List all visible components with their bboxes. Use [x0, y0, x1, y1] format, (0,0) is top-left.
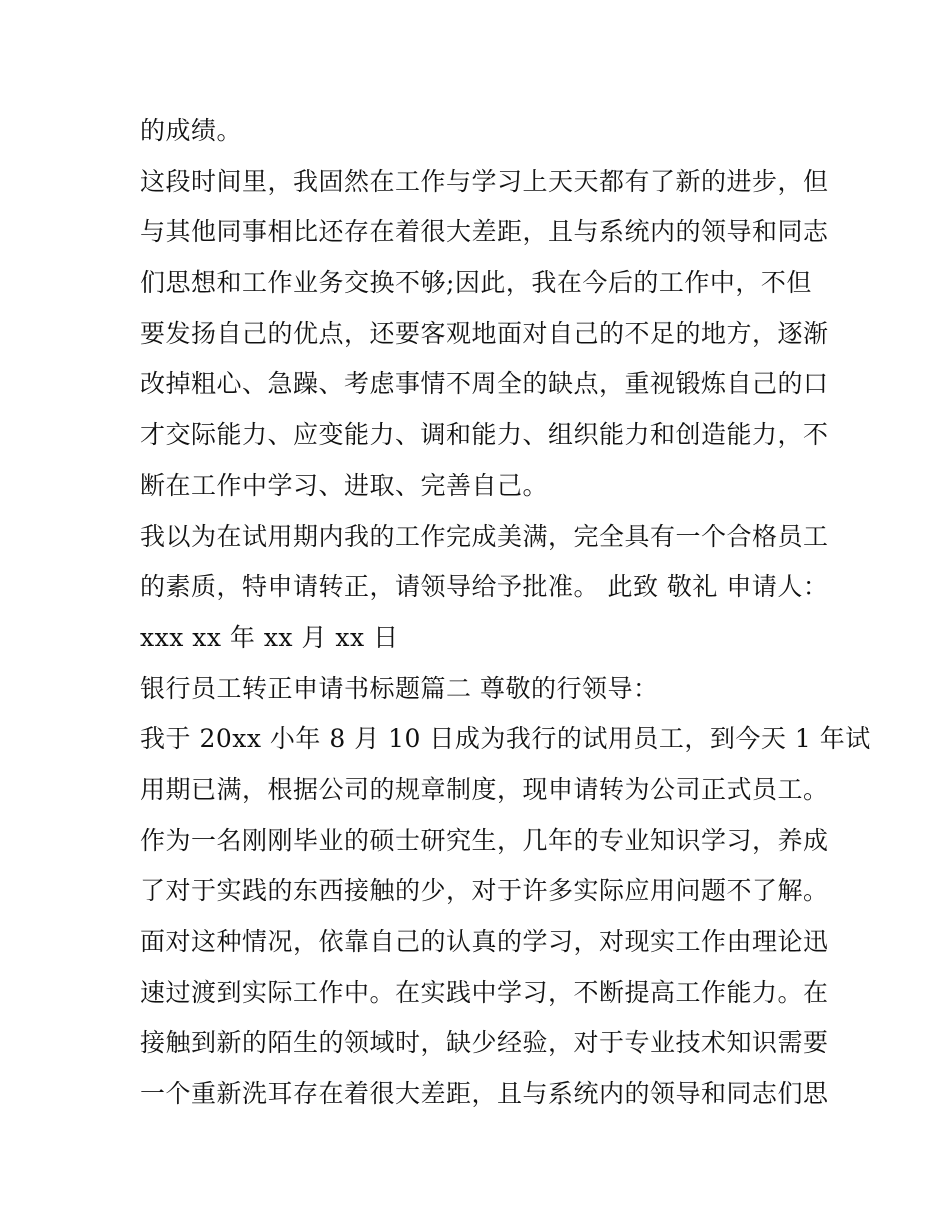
text-line: 作为一名刚刚毕业的硕士研究生，几年的专业知识学习，养成	[140, 825, 829, 855]
date-line: xxx xx 年 xx 月 xx 日	[140, 622, 399, 652]
text-line: 一个重新洗耳存在着很大差距，且与系统内的领导和同志们思	[140, 1079, 829, 1109]
text-line: 用期已满，根据公司的规章制度，现申请转为公司正式员工。	[140, 774, 829, 804]
body-text	[140, 106, 871, 1120]
text-line: 与其他同事相比还存在着很大差距，且与系统内的领导和同志	[140, 217, 829, 247]
text-line: 接触到新的陌生的领域时，缺少经验，对于专业技术知识需要	[140, 1028, 829, 1058]
text-line: 了对于实践的东西接触的少，对于许多实际应用问题不了解。	[140, 876, 829, 906]
text-line: 速过渡到实际工作中。在实践中学习，不断提高工作能力。在	[140, 977, 829, 1007]
text-line: 这段时间里，我固然在工作与学习上天天都有了新的进步，但	[140, 166, 829, 196]
text-line: 才交际能力、应变能力、调和能力、组织能力和创造能力，不	[140, 420, 829, 450]
text-line: 我以为在试用期内我的工作完成美满，完全具有一个合格员工	[140, 521, 829, 551]
text-line: 面对这种情况，依靠自己的认真的学习，对现实工作由理论迅	[140, 927, 829, 956]
text-line: 我于 20xx 小年 8 月 10 日成为我行的试用员工，到今天 1 年试	[140, 724, 871, 754]
text-line: 要发扬自己的优点，还要客观地面对自己的不足的地方，逐渐	[140, 318, 829, 348]
text-line: 们思想和工作业务交换不够;因此，我在今后的工作中，不但	[140, 268, 812, 298]
text-line: 的成绩。	[140, 116, 243, 145]
section-heading: 银行员工转正申请书标题篇二 尊敬的行领导：	[140, 673, 659, 703]
text-line: 的素质，特申请转正，请领导给予批准。 此致 敬礼 申请人：	[140, 572, 829, 602]
text-line: 改掉粗心、急躁、考虑事情不周全的缺点，重视锻炼自己的口	[140, 369, 829, 399]
text-line: 断在工作中学习、进取、完善自己。	[140, 470, 549, 500]
